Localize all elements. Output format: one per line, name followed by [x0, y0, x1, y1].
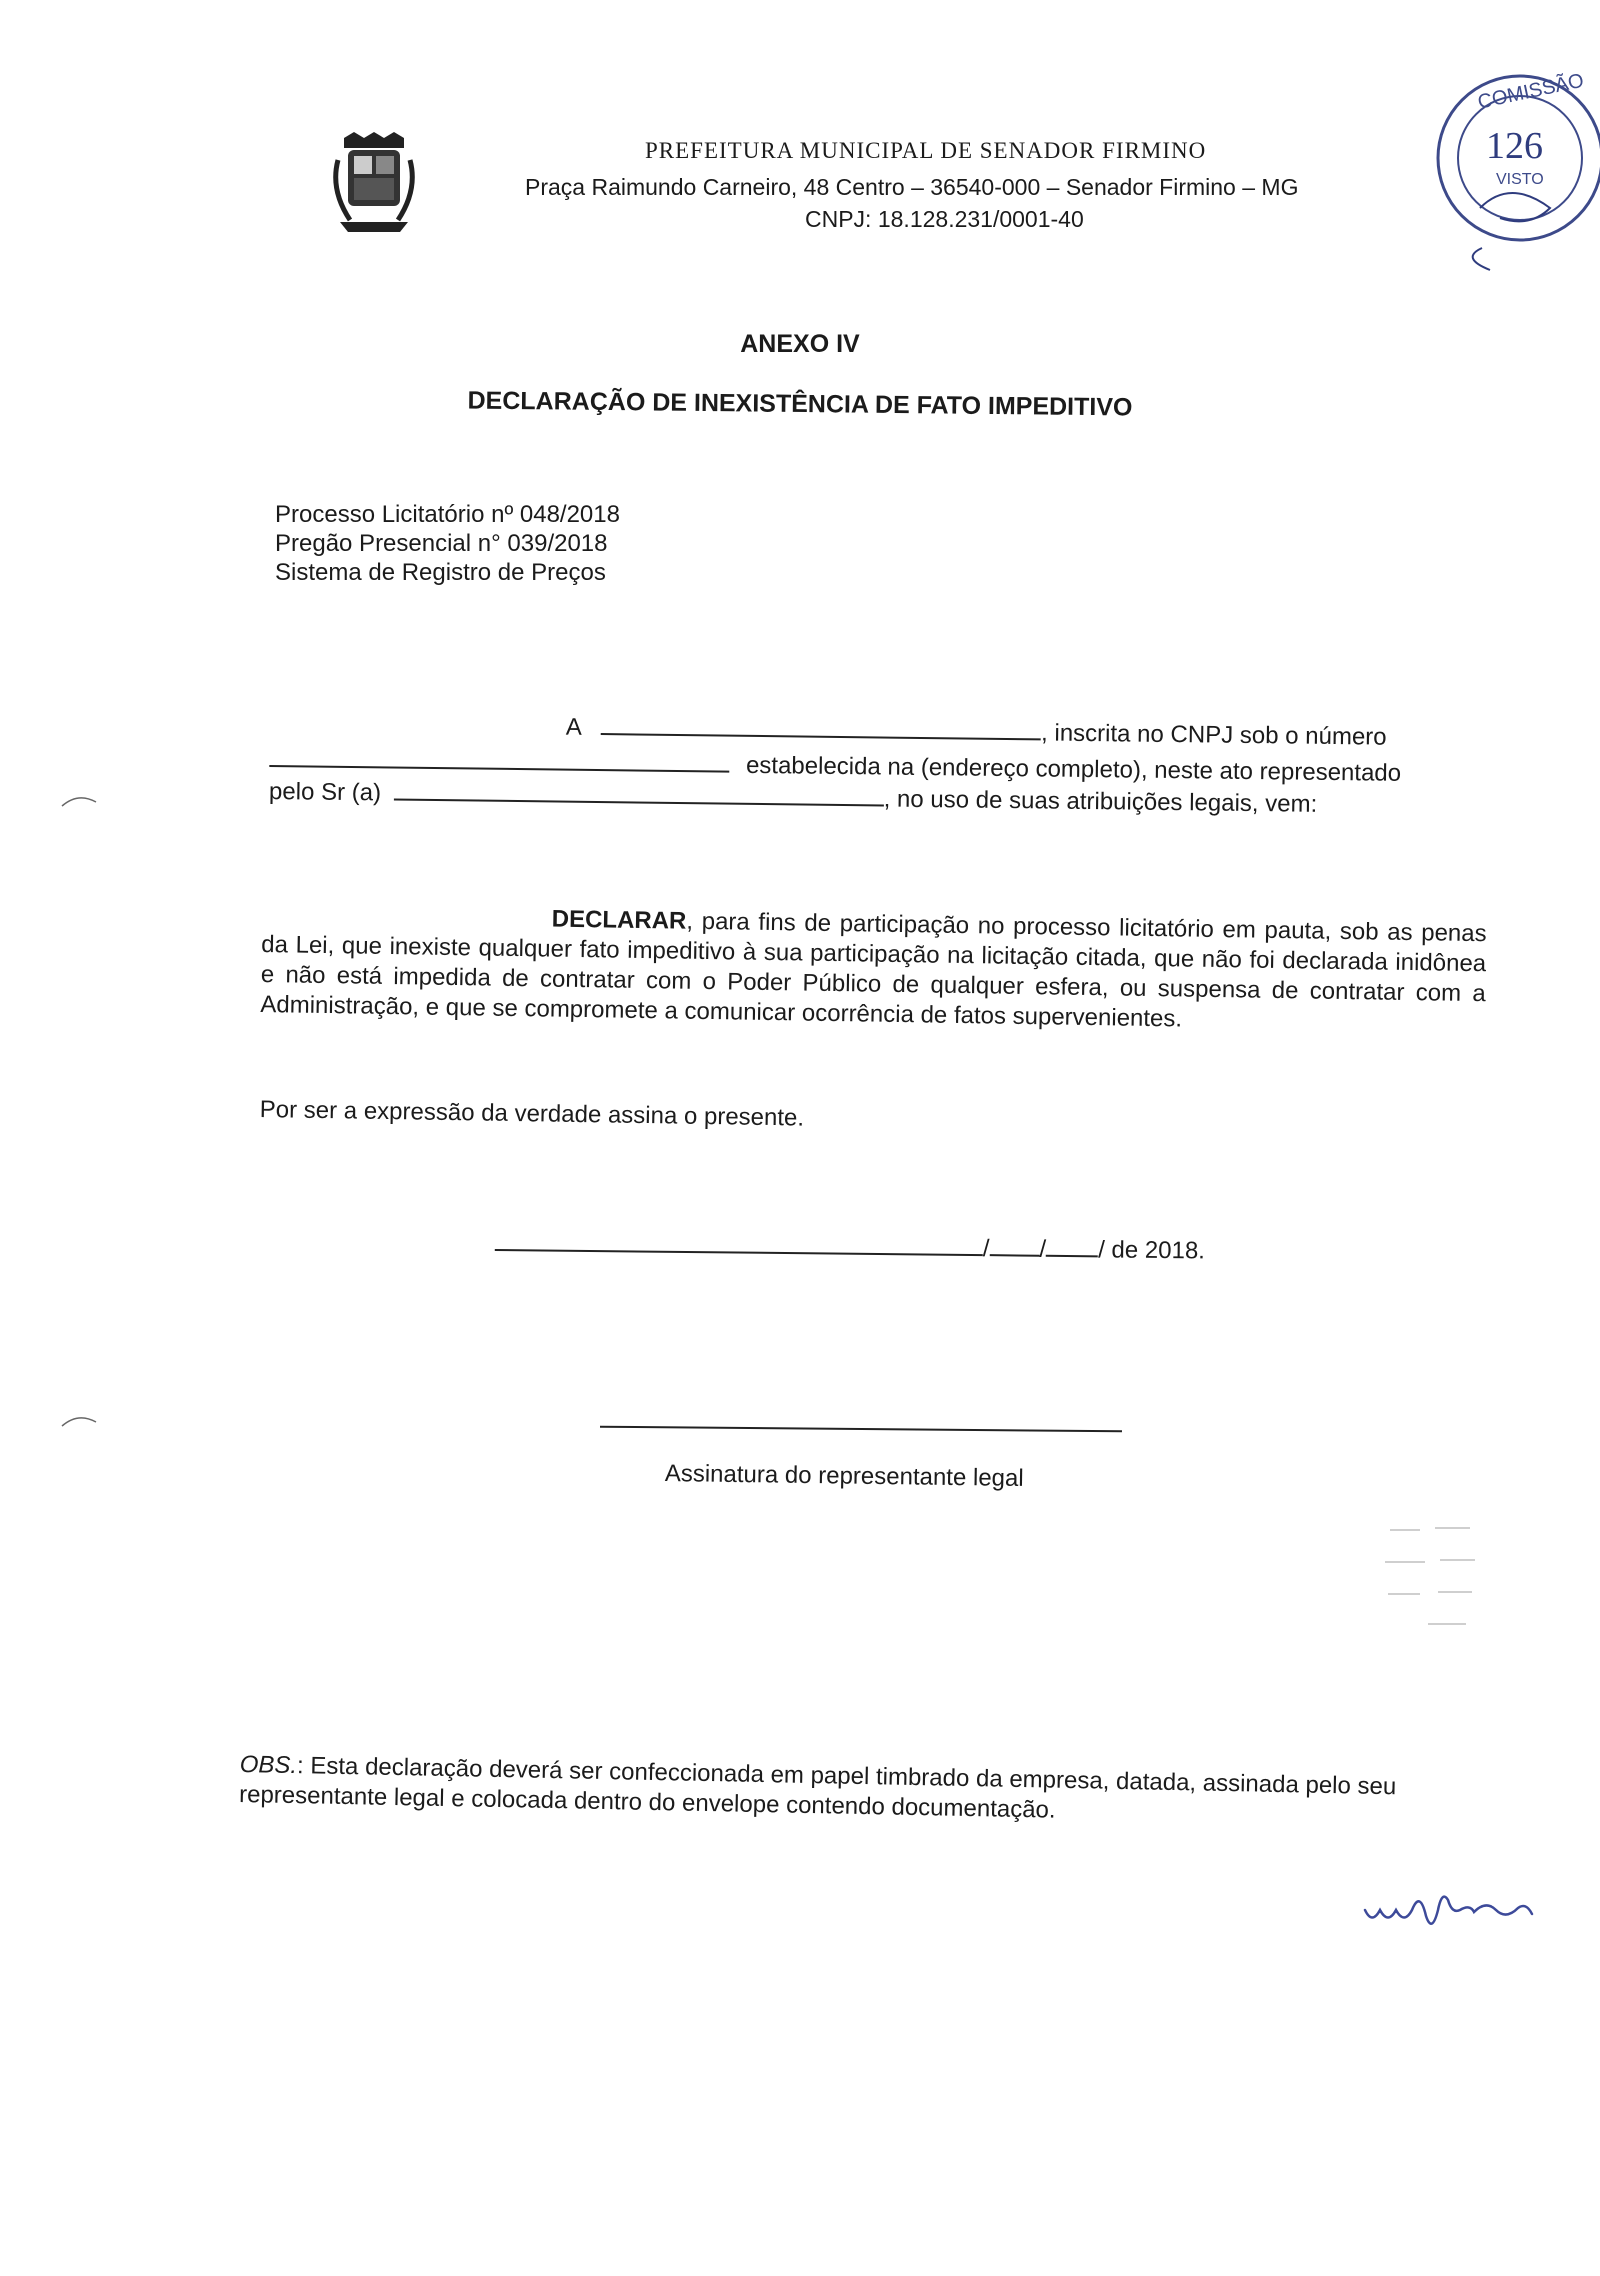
- commission-stamp: [1420, 58, 1600, 278]
- declare-text: , para fins de participação no processo licitatório em pauta, sob as penas da Lei, que inexiste qualquer fato impeditivo à sua participação na licitação citada, que não foi declarada inidônea e não está impedida de contratar com o Poder Público de qualquer esfera, ou suspensa de contratar com a Administração, e que se compromete a comunicar ocorrência de fatos supervenientes.: [260, 907, 1487, 1033]
- org-address: Praça Raimundo Carneiro, 48 Centro – 36540-000 – Senador Firmino – MG: [525, 174, 1299, 200]
- uso-text: , no uso de suas atribuições legais, vem:: [883, 785, 1318, 818]
- obs-label: OBS.: [239, 1750, 298, 1780]
- date-line: / / / de 2018.: [495, 1230, 1205, 1265]
- place-blank[interactable]: [495, 1249, 983, 1256]
- margin-mark: [60, 790, 100, 810]
- day-blank[interactable]: [989, 1254, 1039, 1257]
- signature-label: Assinatura do representante legal: [664, 1460, 1024, 1493]
- estabelecida-text: estabelecida na (endereço completo), neste ato representado: [745, 751, 1402, 787]
- margin-mark: [60, 1410, 100, 1430]
- bleed-through-marks: [1380, 1510, 1490, 1640]
- declarant-block: [269, 710, 1490, 821]
- inscrita-text: , inscrita no CNPJ sob o número: [1040, 719, 1387, 751]
- representative-blank[interactable]: [394, 799, 884, 807]
- company-name-blank[interactable]: [601, 733, 1041, 740]
- org-name: PREFEITURA MUNICIPAL DE SENADOR FIRMINO: [645, 138, 1207, 163]
- stamp-top-text: COMISSÃO: [1475, 69, 1586, 114]
- month-blank[interactable]: [1046, 1255, 1098, 1258]
- cnpj-blank[interactable]: [269, 765, 729, 773]
- document-title: DECLARAÇÃO DE INEXISTÊNCIA DE FATO IMPEDITIVO: [467, 386, 1133, 422]
- declare-bold: DECLARAR: [551, 905, 687, 935]
- obs-text: : Esta declaração deverá ser confeccionada em papel timbrado da empresa, datada, assinada pelo seu representante legal e colocada dentro do envelope contendo documentação.: [238, 1752, 1397, 1824]
- process-line: Pregão Presencial n° 039/2018: [275, 530, 608, 557]
- municipal-crest-icon: [330, 130, 418, 240]
- stamp-mid-text: VISTO: [1496, 171, 1544, 188]
- truth-line: Por ser a expressão da verdade assina o presente.: [259, 1096, 805, 1132]
- date-suffix: / de 2018.: [1098, 1236, 1206, 1265]
- handwritten-initials: [1360, 1880, 1550, 1940]
- declarant-a: A: [565, 713, 581, 741]
- declaration-paragraph: [260, 900, 1487, 1039]
- annex-title: ANEXO IV: [740, 330, 860, 358]
- process-line: Processo Licitatório nº 048/2018: [275, 501, 620, 528]
- process-info: [275, 500, 620, 587]
- process-line: Sistema de Registro de Preços: [275, 559, 606, 586]
- pelo-text: pelo Sr (a): [268, 777, 382, 807]
- observation-note: [239, 1750, 1480, 1834]
- org-cnpj: CNPJ: 18.128.231/0001-40: [805, 206, 1084, 232]
- stamp-number: 126: [1486, 125, 1543, 167]
- signature-line[interactable]: [600, 1426, 1122, 1433]
